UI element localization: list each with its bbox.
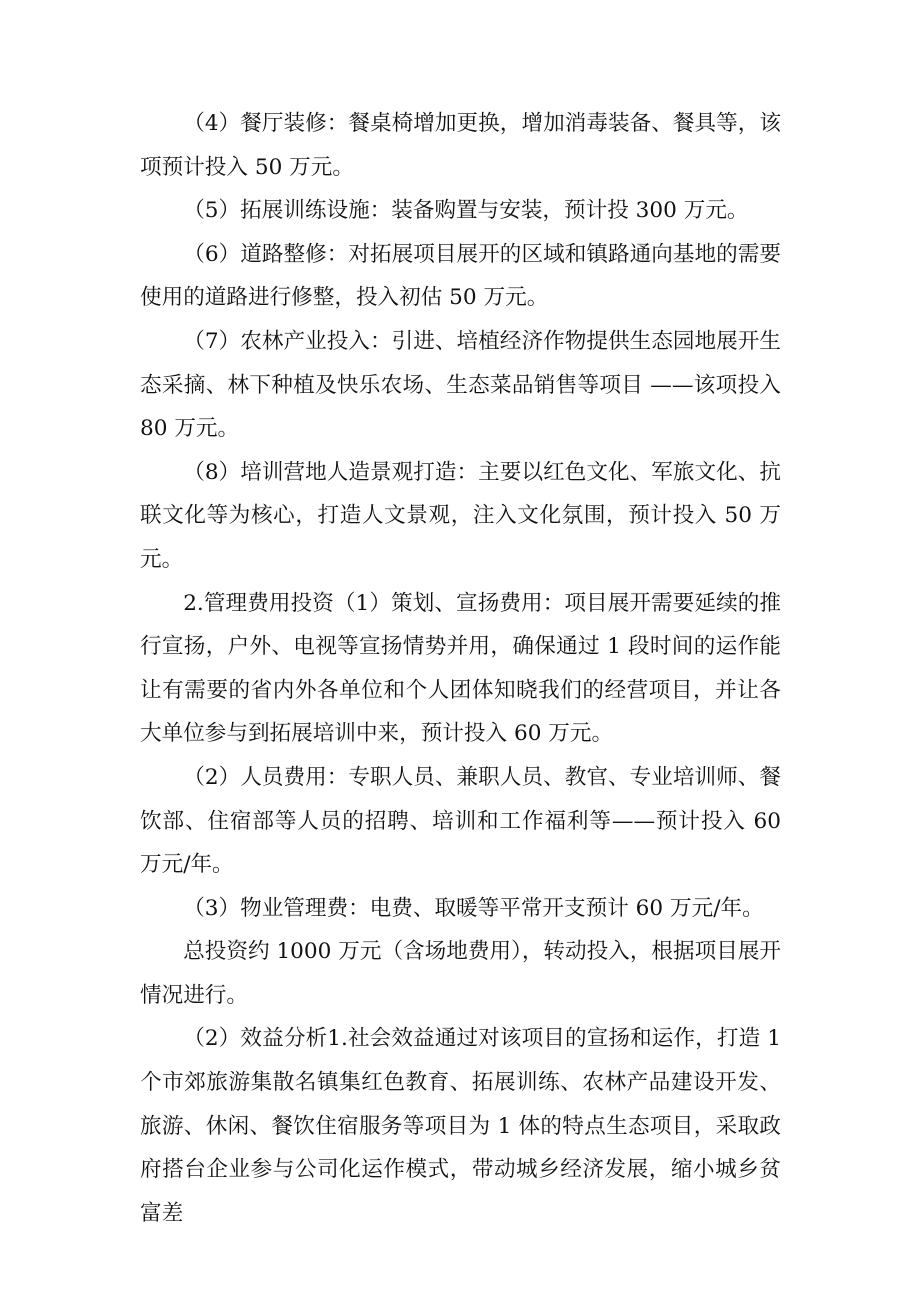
paragraph-benefit-analysis: （2）效益分析1.社会效益通过对该项目的宣扬和运作，打造 1 个市郊旅游集散名镇集红色教育、拓展训练、农林产品建设开发、旅游、休闲、餐饮住宿服务等项目为 1 体的特点生态项目，采取政府搭台企业参与公司化运作模式，带动城乡经济发展，缩小城乡贫富差 [140,1026,781,1226]
paragraph-total-investment: 总投资约 1000 万元（含场地费用），转动投入，根据项目展开情况进行。 [140,939,781,1008]
paragraph-property-management: （3）物业管理费：电费、取暖等平常开支预计 60 万元/年。 [183,895,764,921]
paragraph-management-costs: 2.管理费用投资（1）策划、宣扬费用：项目展开需要延续的推行宣扬，户外、电视等宣扬情势并用，确保通过 1 段时间的运作能让有需要的省内外各单位和个人团体知晓我们的经营项目，并让各大单位参与到拓展培训中来，预计投入 60 万元。 [140,590,781,747]
paragraph-training-facilities: （5）拓展训练设施：装备购置与安装，预计投 300 万元。 [183,198,749,224]
document-page [140,102,781,1235]
paragraph-restaurant-renovation: （4）餐厅装修：餐桌椅增加更换，增加消毒装备、餐具等，该项预计投入 50 万元。 [140,111,781,180]
paragraph-agroforestry-investment: （7）农林产业投入：引进、培植经济作物提供生态园地展开生态采摘、林下种植及快乐农场、生态菜品销售等项目 ——该项投入 80 万元。 [140,328,781,442]
paragraph-road-repair: （6）道路整修：对拓展项目展开的区域和镇路通向基地的需要使用的道路进行修整，投入初估 50 万元。 [140,241,781,311]
paragraph-landscape-construction: （8）培训营地人造景观打造：主要以红色文化、军旅文化、抗联文化等为核心，打造人文景观，注入文化氛围，预计投入 50 万元。 [140,459,781,572]
paragraph-personnel-costs: （2）人员费用：专职人员、兼职人员、教官、专业培训师、餐饮部、住宿部等人员的招聘、培训和工作福利等——预计投入 60 万元/年。 [140,764,781,878]
